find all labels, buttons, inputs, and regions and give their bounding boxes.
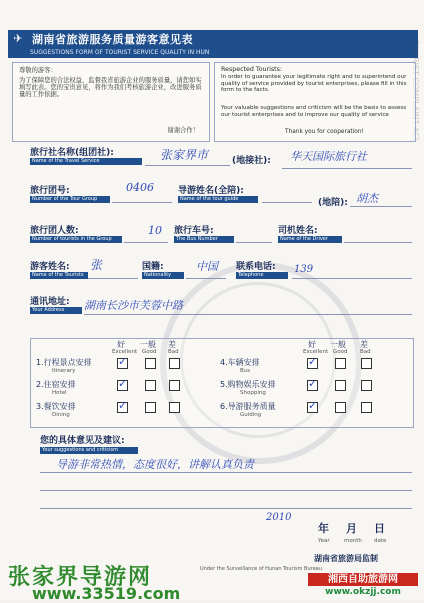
rating-head-mid-left: 一般 xyxy=(140,340,156,349)
members-value: 10 xyxy=(148,224,162,237)
guide-label: 导游姓名(全陪): xyxy=(178,186,244,196)
checkbox-dining-mid[interactable] xyxy=(145,402,156,413)
country-underline xyxy=(186,278,226,279)
intro-en-body1: In order to guarantee your legitimate right and to superintend our quality of service provided by tourist enterprises, please fill in this form to the facts. xyxy=(221,74,407,94)
agency-label: 旅行社名称(组团社): xyxy=(30,148,114,158)
rating-head-bad-right: 差 xyxy=(360,340,368,349)
address-underline xyxy=(84,314,412,315)
tourist-underline xyxy=(88,278,138,279)
guide-en: Name of the tour guide xyxy=(178,196,258,203)
driver-en: Name of the Driver xyxy=(278,236,342,243)
checkbox-hotel-bad[interactable] xyxy=(169,380,180,391)
date-day-en: date xyxy=(374,538,387,544)
phone-value: 139 xyxy=(294,264,314,275)
address-value: 湖南长沙市芙蓉中路 xyxy=(84,299,183,312)
date-month-label: 月 xyxy=(346,522,357,535)
address-en: Your Address xyxy=(30,307,82,314)
date-year-label: 年 xyxy=(318,522,329,535)
form-subtitle: SUGGESTIONS FORM OF TOURIST SERVICE QUALITY IN HUN xyxy=(30,49,210,56)
guide-local-value: 胡杰 xyxy=(356,192,378,205)
intro-en-thanks: Thank you for cooperation! xyxy=(285,129,364,135)
suggestion-value: 导游非常热情，态度很好，讲解认真负责 xyxy=(56,458,254,471)
tourist-en: Name of the Tourists xyxy=(30,272,88,279)
agency-en: Name of the Travel Service xyxy=(30,158,142,165)
driver-label: 司机姓名: xyxy=(278,226,318,236)
group-no-value: 0406 xyxy=(126,181,154,194)
date-year-en: Year xyxy=(318,538,330,544)
rating-head-bad-en-left: Bad xyxy=(168,349,179,355)
rating-head-good-left: 好 xyxy=(117,340,125,349)
check-mark-icon: ✓ xyxy=(118,377,128,390)
guide-local-underline xyxy=(350,206,412,207)
checkbox-bus-bad[interactable] xyxy=(361,358,372,369)
country-en: Nationality xyxy=(142,272,184,279)
local-agency-underline xyxy=(282,168,412,169)
intro-cn-box xyxy=(12,62,210,142)
agency-underline xyxy=(145,165,230,166)
form-header xyxy=(8,30,418,48)
suggestion-en: Your suggestions and criticism xyxy=(40,447,138,454)
bureau-label: 湖南省旅游局监制 xyxy=(314,554,378,563)
intro-en-greeting: Respected Tourists: xyxy=(221,66,283,73)
checkbox-itinerary-mid[interactable] xyxy=(145,358,156,369)
intro-en-box xyxy=(214,62,416,142)
form-subtitle-bar xyxy=(8,48,418,58)
checkbox-guiding-bad[interactable] xyxy=(361,402,372,413)
site-name-overlay: 张家界导游网 xyxy=(8,564,153,590)
phone-underline xyxy=(292,278,412,279)
local-agency-label: (地接社): xyxy=(232,156,271,166)
intro-cn-thanks: 谢谢合作！ xyxy=(167,127,199,134)
suggestion-line-3 xyxy=(40,508,412,509)
rating-item-itinerary: 1.行程景点安排 xyxy=(36,358,92,367)
driver-underline xyxy=(344,242,412,243)
rating-head-good-en-right: Excellent xyxy=(303,349,329,355)
check-mark-icon: ✓ xyxy=(308,355,318,368)
rating-head-mid-en-left: Good xyxy=(142,349,157,355)
group-no-label: 旅行团号: xyxy=(30,186,70,196)
rating-item-guiding: 6.导游服务质量 xyxy=(220,402,276,411)
rating-item-hotel-en: Hotel xyxy=(52,390,67,396)
badge-site-name: 湘西自助旅游网 xyxy=(308,573,418,586)
agency-value: 张家界市 xyxy=(160,148,209,162)
members-en: Number of tourists in the Group xyxy=(30,236,122,243)
bus-label: 旅行车号: xyxy=(174,226,214,236)
phone-label: 联系电话: xyxy=(236,262,276,272)
rating-head-bad-en-right: Bad xyxy=(360,349,371,355)
local-agency-value: 华天国际旅行社 xyxy=(290,150,367,163)
checkbox-bus-mid[interactable] xyxy=(335,358,346,369)
tourist-value: 张 xyxy=(90,258,103,272)
form-title: 湖南省旅游服务质量游客意见表 xyxy=(32,33,193,46)
suggestion-line-1 xyxy=(40,472,412,473)
members-label: 旅行团人数: xyxy=(30,226,79,236)
tourism-logo-icon: ✈ xyxy=(13,32,23,45)
check-mark-icon: ✓ xyxy=(308,377,318,390)
checkbox-shopping-bad[interactable] xyxy=(361,380,372,391)
members-underline xyxy=(124,242,168,243)
check-mark-icon: ✓ xyxy=(118,355,128,368)
date-day-label: 日 xyxy=(374,522,385,535)
guide-underline xyxy=(262,202,312,203)
suggestion-label: 您的具体意见及建议: xyxy=(40,436,125,446)
bus-en: The Bus Number xyxy=(174,236,234,243)
rating-item-shopping: 5.购物娱乐安排 xyxy=(220,380,276,389)
rating-head-good-en-left: Excellent xyxy=(112,349,138,355)
address-label: 通讯地址: xyxy=(30,297,70,307)
guide-local-label: (地陪): xyxy=(318,198,348,208)
date-value: 2010 xyxy=(266,512,292,523)
country-value: 中国 xyxy=(196,260,218,273)
country-label: 国籍: xyxy=(142,262,164,272)
checkbox-itinerary-bad[interactable] xyxy=(169,358,180,369)
checkbox-shopping-mid[interactable] xyxy=(335,380,346,391)
rating-item-guiding-en: Guiding xyxy=(240,412,262,418)
watermark-text: TOURIST COMPLAINT ACI xyxy=(411,40,420,141)
intro-en-body2: Your valuable suggestions and criticism will be the basis to assess our tourist enterprises and to improve our quality of service xyxy=(221,105,407,118)
group-no-en: Number of the Tour Group xyxy=(30,196,110,203)
phone-en: Telephone xyxy=(236,272,288,279)
checkbox-guiding-mid[interactable] xyxy=(335,402,346,413)
bus-underline xyxy=(236,242,272,243)
rating-head-good-right: 好 xyxy=(308,340,316,349)
rating-head-mid-en-right: Good xyxy=(333,349,348,355)
check-mark-icon: ✓ xyxy=(308,399,318,412)
rating-item-bus: 4.车辆安排 xyxy=(220,358,260,367)
rating-item-dining-en: Dining xyxy=(52,412,70,418)
rating-head-bad-left: 差 xyxy=(168,340,176,349)
rating-item-hotel: 2.住宿安排 xyxy=(36,380,76,389)
site-url-overlay[interactable]: www.33519.com xyxy=(32,584,181,603)
suggestion-line-2 xyxy=(40,490,412,491)
check-mark-icon: ✓ xyxy=(118,399,128,412)
intro-cn-body: 为了保障您的合法权益，监督我省旅游企业的服务质量，请您如实填写此表。您的宝贵意见，将作为我们考核旅游企业，改进服务质量的工作依据。 xyxy=(19,77,202,99)
rating-item-shopping-en: Shopping xyxy=(240,390,266,396)
checkbox-hotel-mid[interactable] xyxy=(145,380,156,391)
bureau-en: Under the Surveillance of Hunan Tourism Bureau xyxy=(200,566,322,572)
checkbox-dining-bad[interactable] xyxy=(169,402,180,413)
badge-site-url[interactable]: www.okzjj.com xyxy=(325,587,401,597)
rating-head-mid-right: 一般 xyxy=(330,340,346,349)
date-month-en: month xyxy=(344,538,362,544)
rating-item-dining: 3.餐饮安排 xyxy=(36,402,76,411)
rating-item-bus-en: Bus xyxy=(240,368,251,374)
group-no-underline xyxy=(112,202,172,203)
rating-item-itinerary-en: Itinerary xyxy=(52,368,76,374)
tourist-label: 游客姓名: xyxy=(30,262,70,272)
intro-cn-greeting: 尊敬的游客： xyxy=(19,67,57,74)
